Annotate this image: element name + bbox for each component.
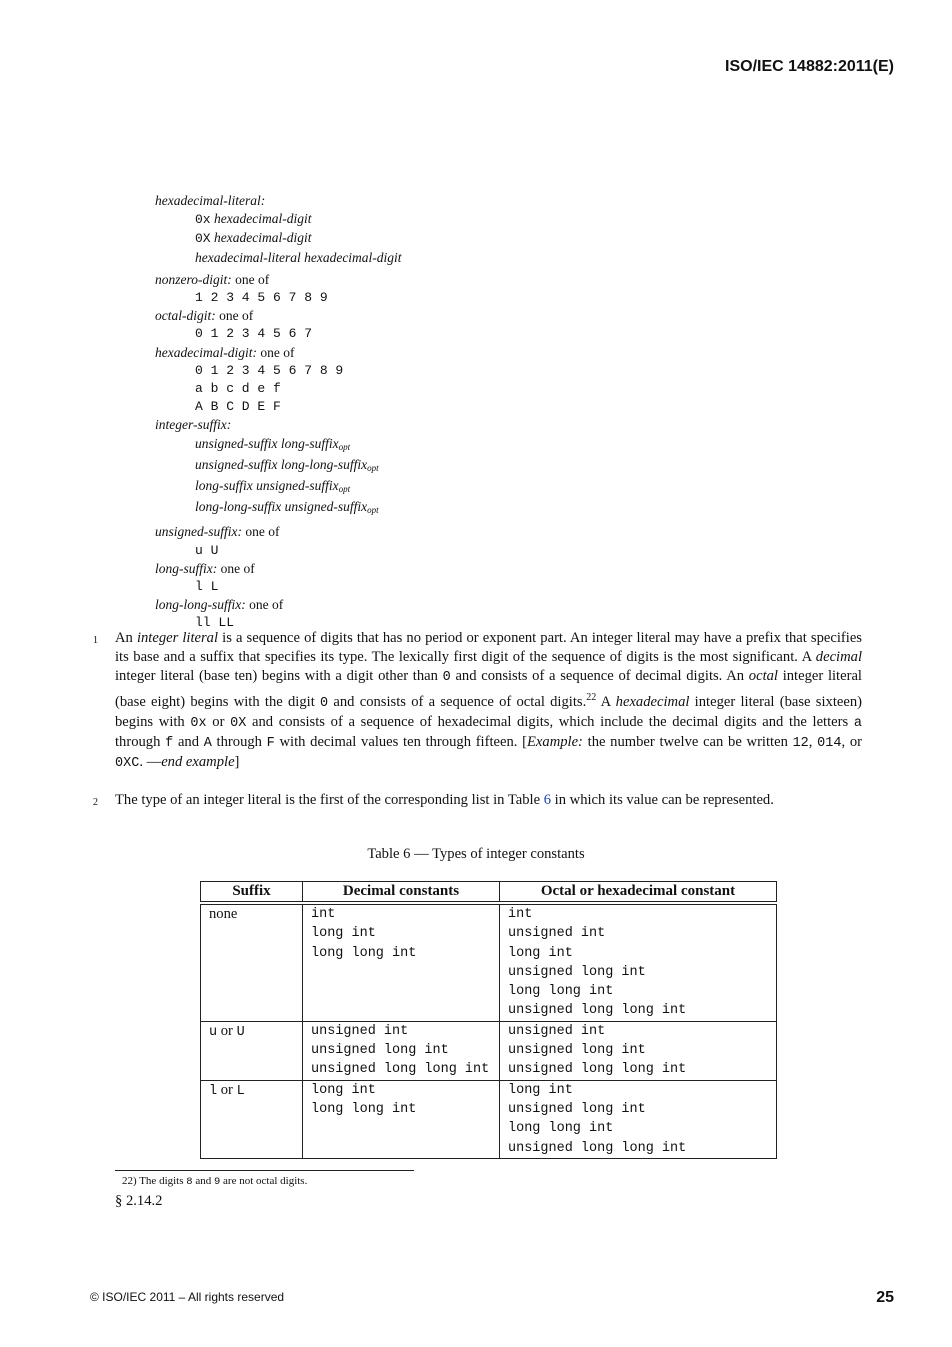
grammar-name-unsigned-suffix: unsigned-suffix: one of (155, 524, 280, 540)
grammar-values: l L (195, 579, 219, 595)
footnote-22: 22) The digits 8 and 9 are not octal digits. (122, 1175, 308, 1188)
header-octal-hex: Octal or hexadecimal constant (500, 882, 777, 902)
table-row (201, 905, 777, 1022)
grammar-block (155, 192, 855, 633)
section-reference: § 2.14.2 (115, 1193, 163, 1209)
footnote-rule (115, 1170, 414, 1171)
table-caption: Table 6 — Types of integer constants (367, 846, 585, 862)
cell-suffix: u or U (201, 1021, 303, 1080)
grammar-rule: 0x hexadecimal-digit (195, 211, 312, 228)
copyright-footer: © ISO/IEC 2011 – All rights reserved (90, 1290, 285, 1304)
grammar-rule: long-long-suffix unsigned-suffix$_{opt}$ (195, 499, 379, 516)
grammar-rule: unsigned-suffix long-long-suffix$_{opt}$ (195, 456, 379, 473)
paragraph-2: 2 The type of an integer literal is the first of the corresponding list in Table 6 in which its value can be represented. (115, 791, 862, 810)
grammar-rule: hexadecimal-literal hexadecimal-digit (195, 249, 402, 265)
table-link[interactable]: 6 (543, 792, 551, 808)
header-decimal: Decimal constants (303, 882, 500, 902)
grammar-values: 0 1 2 3 4 5 6 7 8 9 (195, 362, 344, 378)
grammar-name-long-long-suffix: long-long-suffix: one of (155, 597, 284, 613)
cell-decimal: long int long long int (303, 1080, 500, 1158)
document-id-header: ISO/IEC 14882:2011(E) (725, 58, 894, 75)
header-suffix: Suffix (201, 882, 303, 902)
cell-decimal: unsigned int unsigned long int unsigned long long int (303, 1021, 500, 1080)
paragraph-1: 1 An integer literal is a sequence of digits that has no period or exponent part. An integer literal may have a prefix that specifies its base and a suffix that specifies its type. The lexically first digit of the sequence of digits is the most significant. A decimal integer literal (base ten) begins with a digit other than 0 and consists of a sequence of decimal digits. An octal integer literal (base eight) begins with the digit 0 and consists of a sequence of octal digits.$^{22}$ A hexadecimal integer literal (base sixteen) begins with 0x or 0X and consists of a sequence of hexadecimal digits, which include the decimal digits and the letters a through f and A through F with decimal values ten through fifteen. [Example: the number twelve can be written 12, 014, or 0XC. —end example] (93, 630, 862, 772)
table-row (201, 1021, 777, 1080)
grammar-values: A B C D E F (195, 399, 281, 415)
grammar-rule: unsigned-suffix long-suffix$_{opt}$ (195, 435, 351, 452)
cell-decimal: int long int long long int (303, 905, 500, 1022)
integer-types-table (200, 881, 777, 1159)
grammar-name-hexadecimal-literal: hexadecimal-literal: (155, 193, 266, 208)
grammar-name-long-suffix: long-suffix: one of (155, 560, 255, 576)
table-header-row (201, 882, 777, 902)
footnote-ref[interactable]: 22 (586, 691, 597, 703)
grammar-name-hexadecimal-digit: hexadecimal-digit: one of (155, 344, 295, 360)
grammar-values: a b c d e f (195, 381, 281, 397)
grammar-rule: 0X hexadecimal-digit (195, 230, 312, 247)
grammar-values: 1 2 3 4 5 6 7 8 9 (195, 290, 328, 306)
cell-suffix: none (201, 905, 303, 1022)
grammar-values: 0 1 2 3 4 5 6 7 (195, 326, 313, 342)
table-row (201, 1080, 777, 1158)
cell-octal-hex: long int unsigned long int long long int unsigned long long int (500, 1080, 777, 1158)
grammar-name-octal-digit: octal-digit: one of (155, 308, 254, 324)
cell-octal-hex: unsigned int unsigned long int unsigned long long int (500, 1021, 777, 1080)
cell-suffix: l or L (201, 1080, 303, 1158)
paragraph-number: 1 (93, 635, 98, 646)
grammar-values: u U (195, 542, 219, 558)
grammar-values: ll LL (195, 615, 235, 631)
cell-octal-hex: int unsigned int long int unsigned long int long long int unsigned long long int (500, 905, 777, 1022)
paragraph-number: 2 (93, 797, 98, 808)
grammar-rule: long-suffix unsigned-suffix$_{opt}$ (195, 478, 351, 495)
grammar-name-nonzero-digit: nonzero-digit: one of (155, 271, 270, 287)
page-number: 25 (876, 1289, 894, 1306)
grammar-name-integer-suffix: integer-suffix: (155, 417, 232, 433)
